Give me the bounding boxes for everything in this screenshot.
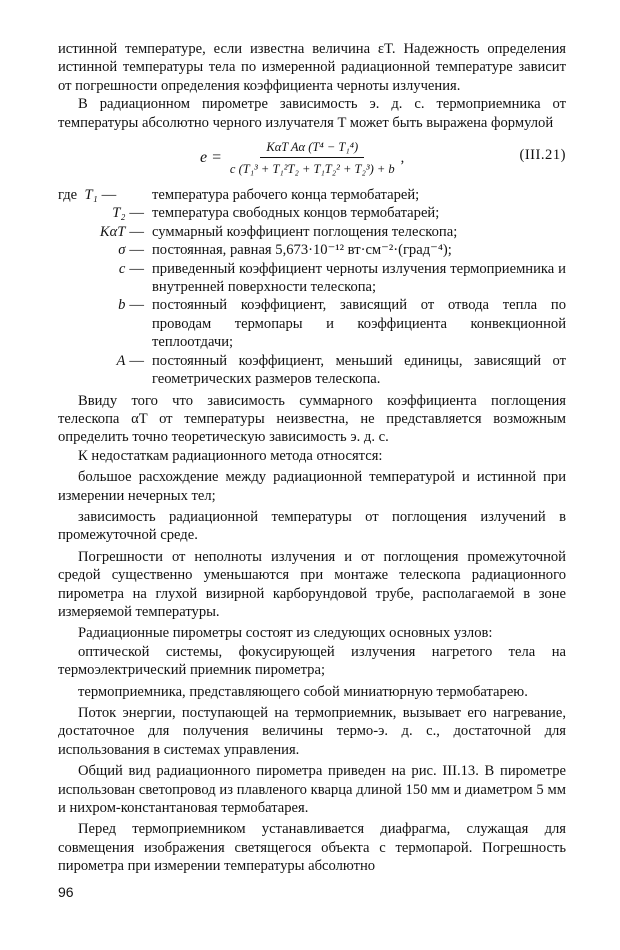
definition-symbol: σ <box>118 242 126 259</box>
paragraph-2: В радиационном пирометре зависимость э. д. с. термоприемника от температуры абсолютно черного излучателя T может быть выражена формулой <box>58 96 566 131</box>
formula-denominator: c (T₁³ + T₁²T₂ + T₁T₂² + T₂³) + b <box>229 162 395 177</box>
paragraph-10: термоприемника, представляющего собой миниатюрную термобатарею. <box>78 683 528 700</box>
paragraph-6: зависимость радиационной температуры от поглощения излучений в промежуточной среде. <box>58 508 566 544</box>
definitions-list <box>58 186 566 388</box>
definition-text: суммарный коэффициент поглощения телескопа; <box>152 223 458 240</box>
paragraph-9: оптической системы, фокусирующей излучения нагретого тела на термоэлектрический приемник пирометра; <box>58 643 566 679</box>
definition-text: температура рабочего конца термобатарей; <box>152 187 420 204</box>
paragraph-12: Общий вид радиационного пирометра приведен на рис. III.13. В пирометре использован светопровод из плавленого кварца длиной 150 мм и диаметром 5 мм и нихром-константановая термобатарея. <box>58 763 566 817</box>
definition-text: постоянная, равная 5,673·10⁻¹² вт·см⁻²·(град⁻⁴); <box>152 242 452 259</box>
formula-lhs: e = <box>200 149 222 167</box>
definition-symbol: T₂ <box>112 205 126 222</box>
definition-text: постоянный коэффициент, меньший единицы, зависящий от геометрических размеров телескопа. <box>152 352 566 388</box>
definition-item <box>58 260 566 297</box>
paragraph-1: истинной температуре, если известна величина εT. Надежность определения истинной температуры тела по измеренной радиационной температуре зависит от погрешности определения коэффициента черноты излучения. <box>58 41 566 94</box>
definition-symbol: b <box>118 297 126 314</box>
formula-iii-21 <box>200 138 404 179</box>
definition-prefix: где <box>58 187 78 204</box>
definition-symbol: T₁ <box>84 187 98 204</box>
definition-dash: — <box>129 242 144 259</box>
paragraph-4: К недостаткам радиационного метода относятся: <box>78 447 383 464</box>
definition-dash: — <box>129 297 144 314</box>
definition-text: постоянный коэффициент, зависящий от отвода тепла по проводам термопары и коэффициента конвекционной теплоотдачи; <box>152 297 566 351</box>
definition-text: приведенный коэффициент черноты излучения термоприемника и внутренней поверхности телескопа; <box>152 260 566 296</box>
equation-number: (III.21) <box>519 147 566 164</box>
definition-dash: — <box>129 352 144 369</box>
definition-item <box>58 223 566 241</box>
definition-dash: — <box>101 187 117 204</box>
definition-symbol: A <box>116 352 126 369</box>
page-number: 96 <box>58 884 74 900</box>
definition-symbol: c <box>118 260 126 277</box>
formula-comma: , <box>400 150 405 167</box>
paragraph-5: большое расхождение между радиационной температурой и истинной при измерении нечерных тел; <box>58 469 566 504</box>
definition-item <box>58 352 566 389</box>
definition-dash: — <box>129 223 144 240</box>
definition-dash: — <box>129 260 144 277</box>
definition-item <box>58 296 566 351</box>
definition-item <box>58 241 566 259</box>
definition-text: температура свободных концов термобатарей; <box>152 205 440 222</box>
page-body <box>58 40 566 876</box>
paragraph-7: Погрешности от неполноты излучения и от поглощения промежуточной средой существенно уменьшаются при монтаже телескопа радиационного пирометра на глухой визирной карборундовой трубе, располагаемой в зоне измеряемой температуры. <box>58 548 566 620</box>
paragraph-11: Поток энергии, поступающей на термоприемник, вызывает его нагревание, достаточное для получения величины термо-э. д. с., достаточной для использования в системах управления. <box>58 705 566 758</box>
definition-item <box>58 186 566 204</box>
definition-dash: — <box>129 205 144 222</box>
formula-fraction <box>226 138 399 179</box>
definition-symbol: KαT <box>99 223 126 240</box>
formula-block <box>58 134 566 184</box>
definition-item <box>58 204 566 222</box>
paragraph-8: Радиационные пирометры состоят из следующих основных узлов: <box>78 625 493 642</box>
paragraph-13: Перед термоприемником устанавливается диафрагма, служащая для совмещения изображения светящегося объекта с термопарой. Погрешность пирометра при измерении температуры абсолютно <box>58 821 566 875</box>
formula-numerator: KαT Aα (T⁴ − T₁⁴) <box>260 138 364 158</box>
paragraph-3: Ввиду того что зависимость суммарного коэффициента поглощения телескопа αT от температуры неизвестна, не представляется возможным определить точно теоретическую зависимость э. д. с. <box>58 392 566 446</box>
